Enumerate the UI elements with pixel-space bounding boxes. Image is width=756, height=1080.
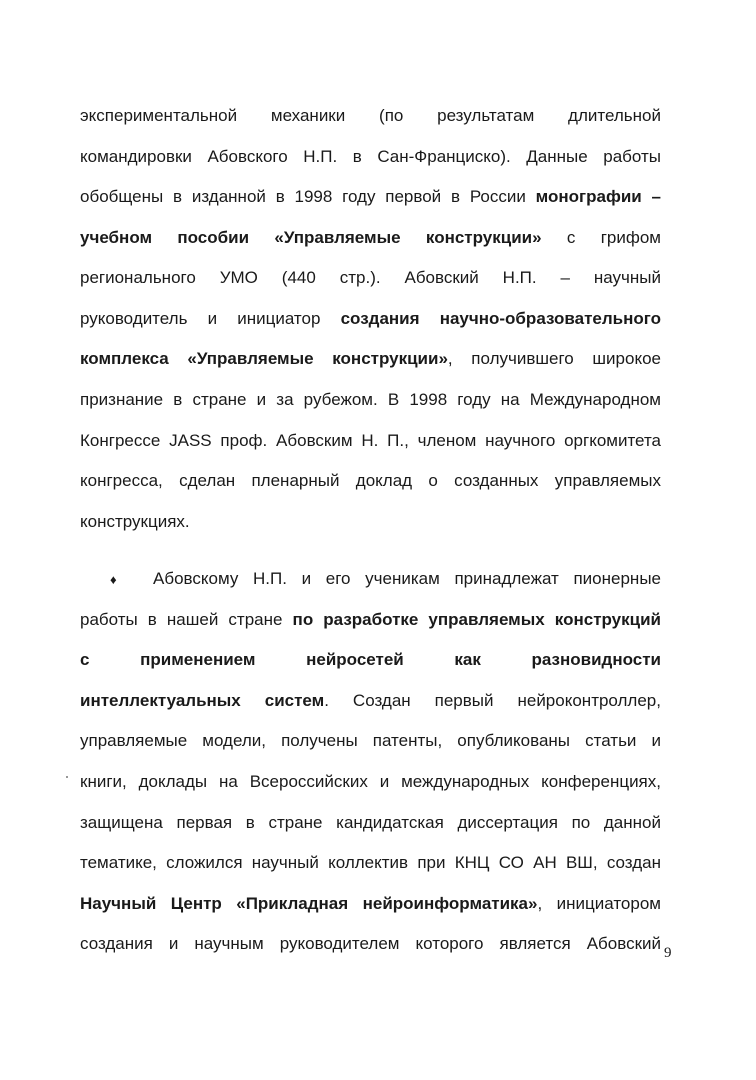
text-line [80,227,661,249]
text-line: с применением нейросетей как разновидности [80,650,661,669]
text-line: защищена первая в стране кандидатская диссертация по данной [80,813,661,832]
text-line: признание в стране и за рубежом. В 1998 году на Международном [80,390,661,409]
bold-text-run: монографии – [535,187,661,206]
bold-text-run: создания научно-образовательного [340,309,661,328]
text-line: книги, доклады на Всероссийских и международных конференциях, [80,772,661,791]
text-line: Конгрессе JASS проф. Абовским Н. П., членом научного оргкомитета [80,431,661,450]
bold-text-run: учебном пособии «Управляемые конструкции» [80,228,542,247]
text-run: , получившего широкое [447,349,661,368]
text-run: с грифом [541,228,661,247]
bold-text-run: комплекса «Управляемые конструкции» [80,349,448,368]
text-run: руководитель и инициатор [80,309,341,328]
text-line [80,186,661,208]
text-line [80,308,661,330]
text-line [80,609,661,631]
page-number: 9 [664,945,672,961]
bold-text-run: по разработке управляемых конструкций [292,610,661,629]
bold-text-run: Научный Центр «Прикладная нейроинформатика» [80,894,538,913]
text-line: конгресса, сделан пленарный доклад о созданных управляемых [80,471,661,490]
text-line: командировки Абовского Н.П. в Сан-Франциско). Данные работы [80,147,661,166]
text-line [80,348,661,370]
bullet-diamond-icon: ♦ [110,572,117,587]
text-line: регионального УМО (440 стр.). Абовский Н.П. – научный [80,268,661,287]
text-line: управляемые модели, получены патенты, опубликованы статьи и [80,731,661,750]
text-run: работы в нашей стране [80,610,293,629]
text-line: создания и научным руководителем которого является Абовский [80,934,661,953]
bold-text-run: интеллектуальных систем [80,691,325,710]
text-line [80,690,661,712]
scan-speck [66,776,68,778]
text-run: обобщены в изданной в 1998 году первой в России [80,187,536,206]
text-run: , инициатором [537,894,661,913]
text-line: экспериментальной механики (по результатам длительной [80,106,661,125]
text-line: конструкциях. [80,512,190,531]
text-line: Абовскому Н.П. и его ученикам принадлежат пионерные [153,569,661,588]
text-line: тематике, сложился научный коллектив при КНЦ СО АН ВШ, создан [80,853,661,872]
text-run: . Создан первый нейроконтроллер, [324,691,661,710]
text-line [80,893,661,915]
